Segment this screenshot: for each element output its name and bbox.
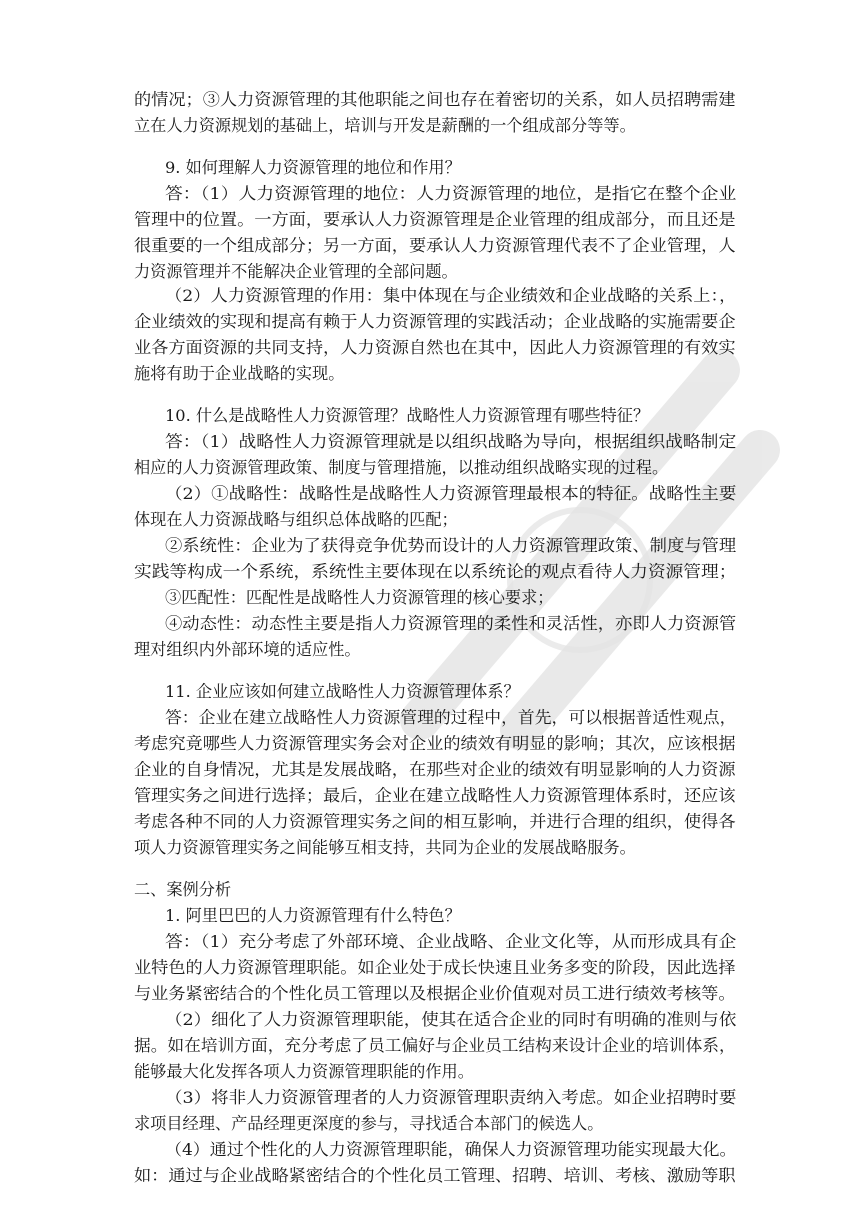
line-14: （2）①战略性：战略性是战略性人力资源管理最根本的特征。战略性主要: [165, 484, 737, 503]
line-30: 答：（1）充分考虑了外部环境、企业战略、企业文化等，从而形成具有企: [165, 932, 737, 951]
line-5: 很重要的一个组成部分；另一方面，要承认人力资源管理代表不了企业管理，人: [134, 236, 736, 255]
line-26: 考虑各种不同的人力资源管理实务之间的相互影响，并进行合理的组织，使得各: [134, 812, 736, 831]
line-27: 项人力资源管理实务之间能够互相支持，共同为企业的发展战略服务。: [134, 838, 636, 857]
line-8: 企业绩效的实现和提高有赖于人力资源管理的实践活动；企业战略的实施需要企: [134, 312, 736, 331]
line-36: （3）将非人力资源管理者的人力资源管理职责纳入考虑。如企业招聘时要: [165, 1088, 737, 1107]
line-9: 业各方面资源的共同支持，人力资源自然也在其中，因此人力资源管理的有效实: [134, 338, 736, 357]
question-heading: 9. 如何理解人力资源管理的地位和作用？: [165, 158, 461, 177]
line-12: 答：（1）战略性人力资源管理就是以组织战略为导向，根据组织战略制定: [165, 432, 737, 451]
line-17: 实践等构成一个系统，系统性主要体现在以系统论的观点看待人力资源管理；: [134, 562, 737, 581]
question-heading: 10. 什么是战略性人力资源管理？战略性人力资源管理有哪些特征？: [165, 406, 650, 425]
line-19: ④动态性：动态性主要是指人力资源管理的柔性和灵活性，亦即人力资源管: [165, 614, 737, 633]
line-38: （4）通过个性化的人力资源管理职能，确保人力资源管理功能实现最大化。: [165, 1140, 737, 1159]
line-20: 理对组织内外部环境的适应性。: [134, 640, 361, 659]
line-10: 施将有助于企业战略的实现。: [134, 364, 345, 383]
line-1: 立在人力资源规划的基础上，培训与开发是薪酬的一个组成部分等等。: [134, 116, 636, 135]
question-heading: 1. 阿里巴巴的人力资源管理有什么特色？: [165, 906, 461, 925]
line-13: 相应的人力资源管理政策、制度与管理措施，以推动组织战略实现的过程。: [134, 458, 669, 477]
line-18: ③匹配性：匹配性是战略性人力资源管理的核心要求；: [165, 588, 554, 607]
line-35: 能够最大化发挥各项人力资源管理职能的作用。: [134, 1062, 474, 1081]
line-37: 求项目经理、产品经理更深度的参与，寻找适合本部门的候选人。: [134, 1114, 604, 1133]
line-6: 力资源管理并不能解决企业管理的全部问题。: [134, 262, 458, 281]
line-39: 如：通过与企业战略紧密结合的个性化员工管理、招聘、培训、考核、激励等职: [134, 1166, 736, 1185]
line-7: （2）人力资源管理的作用：集中体现在与企业绩效和企业战略的关系上：，: [165, 286, 737, 305]
line-16: ②系统性：企业为了获得竞争优势而设计的人力资源管理政策、制度与管理: [165, 536, 737, 555]
line-3: 答：（1）人力资源管理的地位：人力资源管理的地位，是指它在整个企业: [165, 184, 737, 203]
line-0: 的情况；③人力资源管理的其他职能之间也存在着密切的关系，如人员招聘需建: [134, 90, 736, 109]
line-31: 业特色的人力资源管理职能。如企业处于成长快速且业务多变的阶段，因此选择: [134, 958, 736, 977]
section-heading: 二、案例分析: [134, 880, 232, 899]
line-25: 管理实务之间进行选择；最后，企业在建立战略性人力资源管理体系时，还应该: [134, 786, 736, 805]
line-15: 体现在人力资源战略与组织总体战略的匹配；: [134, 510, 458, 529]
line-23: 考虑究竟哪些人力资源管理实务会对企业的绩效有明显的影响；其次，应该根据: [134, 734, 736, 753]
line-32: 与业务紧密结合的个性化员工管理以及根据企业价值观对员工进行绩效考核等。: [134, 984, 736, 1003]
line-34: 据。如在培训方面，充分考虑了员工偏好与企业员工结构来设计企业的培训体系，: [134, 1036, 736, 1055]
line-24: 企业的自身情况，尤其是发展战略，在那些对企业的绩效有明显影响的人力资源: [134, 760, 736, 779]
question-heading: 11. 企业应该如何建立战略性人力资源管理体系？: [165, 682, 520, 701]
line-22: 答：企业在建立战略性人力资源管理的过程中，首先，可以根据普适性观点，: [165, 708, 737, 727]
line-4: 管理中的位置。一方面，要承认人力资源管理是企业管理的组成部分，而且还是: [134, 210, 736, 229]
line-33: （2）细化了人力资源管理职能，使其在适合企业的同时有明确的准则与依: [165, 1010, 737, 1029]
